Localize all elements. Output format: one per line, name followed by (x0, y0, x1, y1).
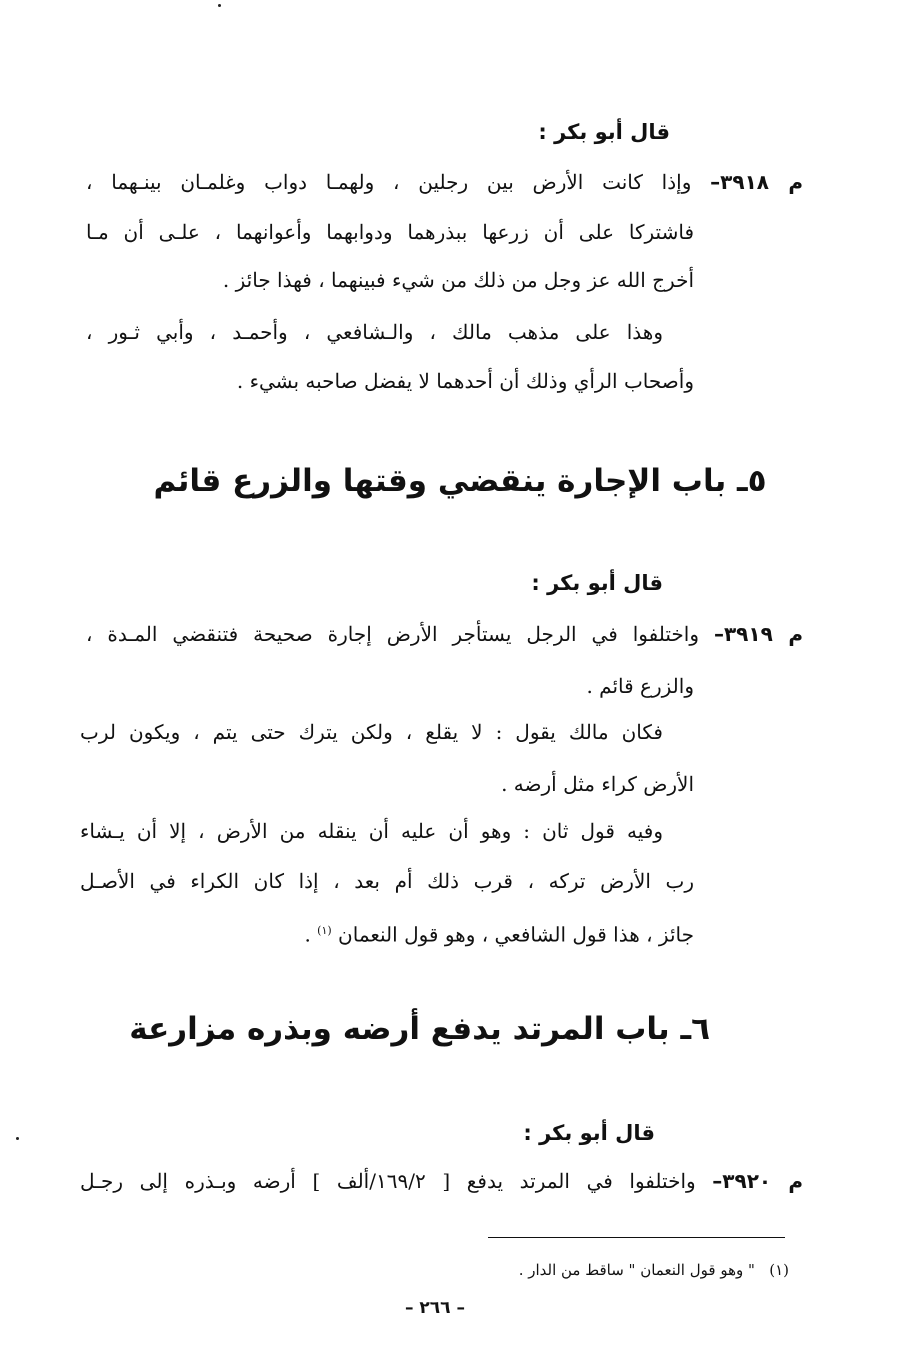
text-line (86, 168, 803, 196)
footnote-separator (488, 1237, 785, 1238)
text-line: فكان مالك يقول : لا يقلع ، ولكن يترك حتى يتم ، ويكون لرب (80, 720, 663, 744)
text-line-content: واختلفوا في الرجل يستأجر الأرض إجارة صحيحة فتنقضي المـدة ، (86, 622, 699, 646)
footnote-marker: (١) (769, 1261, 789, 1279)
text-line (86, 620, 803, 648)
speaker-label: قال أبو بكر : (531, 571, 663, 595)
chapter-heading: ٦ـ باب المرتد يدفع أرضه وبذره مزارعة (129, 1011, 710, 1047)
text-line-content: وإذا كانت الأرض بين رجلين ، ولهمـا دواب وغلمـان بينـهما ، (86, 170, 692, 194)
footnote-text: " وهو قول النعمان " ساقط من الدار . (518, 1261, 755, 1279)
text-line (80, 1167, 803, 1195)
speck-left (16, 1137, 19, 1140)
text-line: وهذا على مذهب مالك ، والـشافعي ، وأحمـد ، وأبي ثـور ، (86, 320, 663, 344)
page-number: – ٢٦٦ – (405, 1298, 465, 1318)
text-line: رب الأرض تركه ، قرب ذلك أم بعد ، إذا كان الكراء في الأصـل (80, 869, 694, 893)
chapter-heading: ٥ـ باب الإجارة ينقضي وقتها والزرع قائم (153, 463, 767, 499)
sentence-end: . (304, 922, 311, 947)
entry-number: م ٣٩٢٠– (712, 1169, 803, 1193)
text-line: والزرع قائم . (586, 674, 694, 698)
text-line-content: واختلفوا في المرتد يدفع [ ١٦٩/٢/ألف ] أرضه وبـذره إلى رجـل (80, 1169, 696, 1193)
footnote (519, 1259, 789, 1281)
speaker-label: قال أبو بكر : (523, 1121, 655, 1145)
text-line-content: جائز ، هذا قول الشافعي ، وهو قول النعمان (338, 922, 694, 947)
text-line: فاشتركا على أن زرعها ببذرهما ودوابهما وأعوانهما ، علـى أن مـا (86, 220, 694, 244)
text-line: أخرج الله عز وجل من ذلك من شيء فبينهما ، فهذا جائز . (222, 268, 694, 292)
speck-top (218, 4, 221, 7)
entry-number: م ٣٩١٨– (710, 170, 804, 194)
text-line: وأصحاب الرأي وذلك أن أحدهما لا يفضل صاحبه بشيء . (236, 369, 694, 393)
footnote-reference[interactable]: (١) (317, 924, 332, 937)
text-line: وفيه قول ثان : وهو أن عليه أن ينقله من الأرض ، إلا أن يـشاء (80, 819, 663, 843)
speaker-label: قال أبو بكر : (538, 120, 670, 144)
text-line (304, 917, 694, 949)
entry-number: م ٣٩١٩– (713, 622, 804, 646)
text-line: الأرض كراء مثل أرضه . (501, 772, 694, 796)
